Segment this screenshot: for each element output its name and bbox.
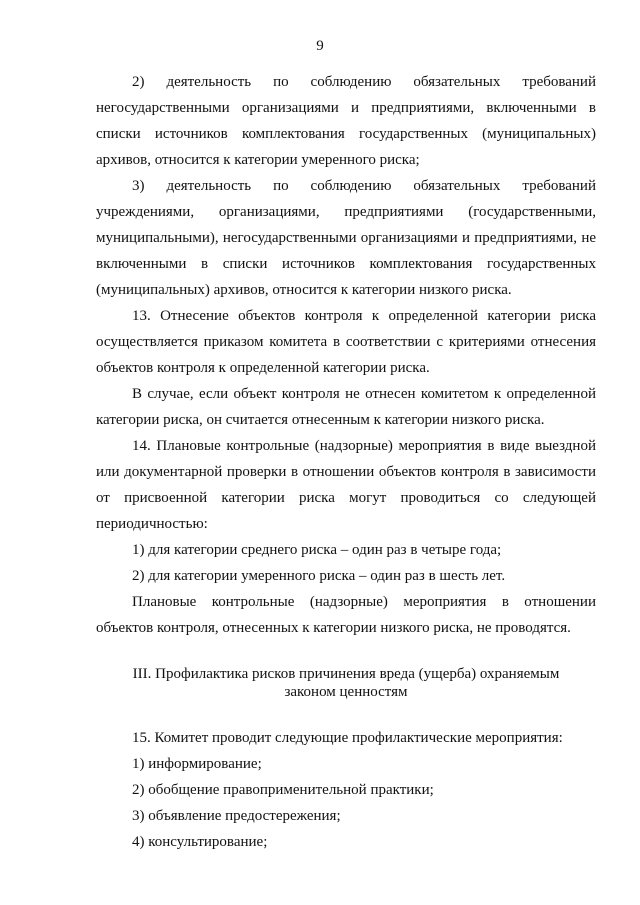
list-item-warning: 3) объявление предостережения; xyxy=(132,808,341,824)
paragraph-14: 14. Плановые контрольные (надзорные) мероприятия в виде выездной или документарной проверки в отношении объектов контроля в зависимости от присвоенной категории риска могут проводиться со следующей периодичностью: xyxy=(96,438,596,532)
document-body xyxy=(96,69,596,855)
paragraph-low-risk: Плановые контрольные (надзорные) мероприятия в отношении объектов контроля, отнесенных к категории низкого риска, не проводятся. xyxy=(96,594,596,636)
paragraph-item-3: 3) деятельность по соблюдению обязательных требований учреждениями, организациями, предприятиями (государственными, муниципальными), негосударственными организациями и предприятиями, не включенными в списки источников комплектования государственных (муниципальных) архивов, относится к категории низкого риска. xyxy=(96,178,596,298)
list-item-moderate-risk: 2) для категории умеренного риска – один раз в шесть лет. xyxy=(132,568,506,584)
paragraph-item-2: 2) деятельность по соблюдению обязательных требований негосударственными организациями и предприятиями, включенными в списки источников комплектования государственных (муниципальных) архивов, относится к категории умеренного риска; xyxy=(96,74,596,168)
paragraph-15: 15. Комитет проводит следующие профилактические мероприятия: xyxy=(132,730,563,746)
paragraph-13: 13. Отнесение объектов контроля к определенной категории риска осуществляется приказом комитета в соответствии с критериями отнесения объектов контроля к определенной категории риска. xyxy=(96,308,596,376)
list-item-generalization: 2) обобщение правоприменительной практики; xyxy=(132,782,434,798)
section-heading-line-1: III. Профилактика рисков причинения вреда (ущерба) охраняемым xyxy=(132,666,560,682)
list-item-informing: 1) информирование; xyxy=(132,756,262,772)
page-number: 9 xyxy=(316,38,324,54)
list-item-consulting: 4) консультирование; xyxy=(132,834,268,850)
paragraph-default-category: В случае, если объект контроля не отнесен комитетом к определенной категории риска, он считается отнесенным к категории низкого риска. xyxy=(96,386,596,428)
list-item-medium-risk: 1) для категории среднего риска – один раз в четыре года; xyxy=(132,542,502,558)
section-heading-line-2: законом ценностям xyxy=(284,684,408,700)
section-heading xyxy=(122,665,570,701)
